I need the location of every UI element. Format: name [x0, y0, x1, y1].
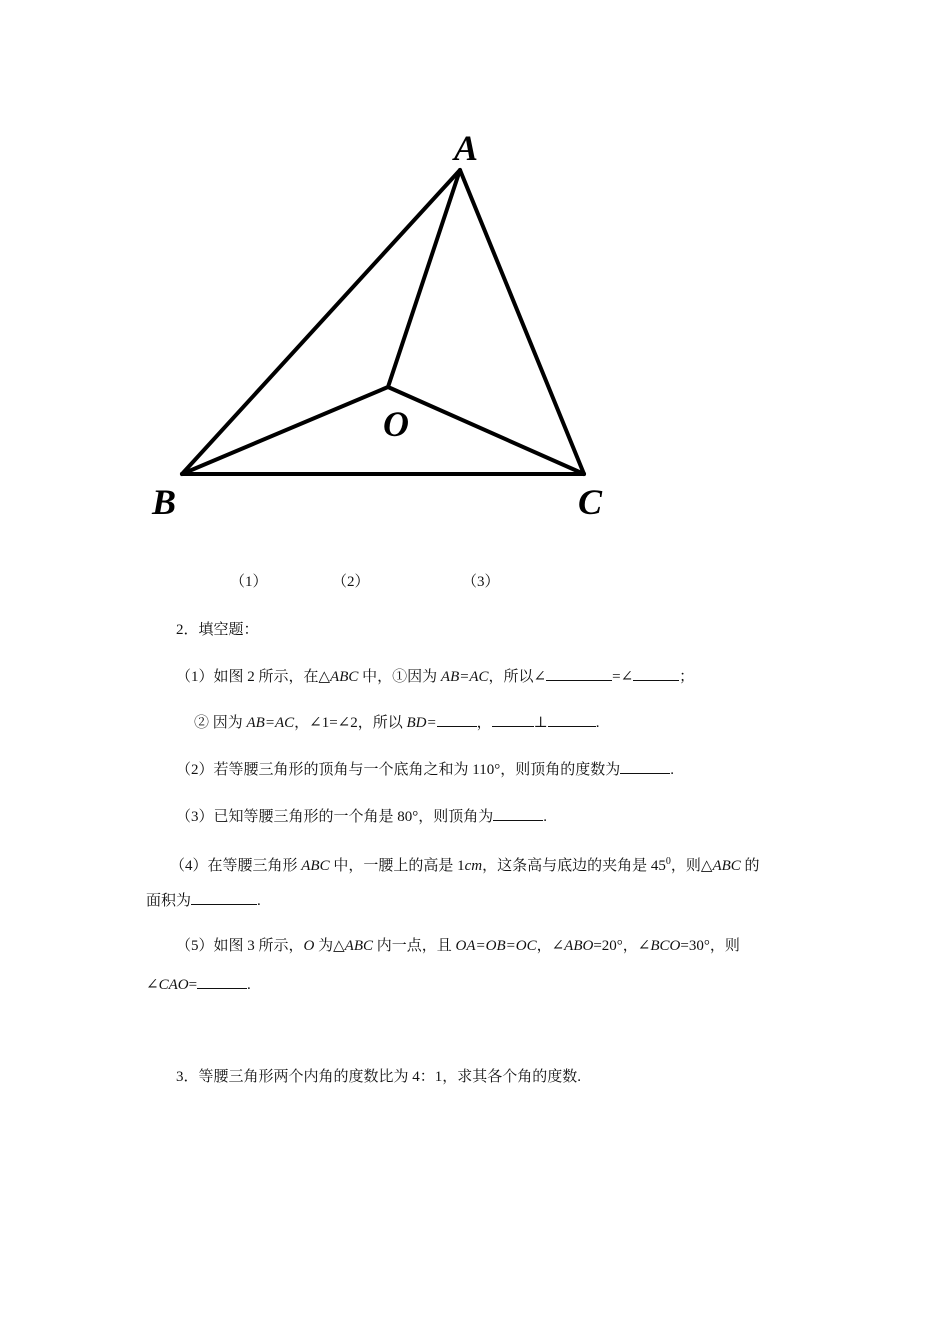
q5-line2-end: .	[247, 977, 251, 993]
q1-blank-angle2[interactable]	[633, 666, 679, 681]
q5-abc: ABC	[344, 938, 373, 954]
q5-cao: CAO	[158, 977, 189, 993]
caption-2: （2）	[332, 574, 370, 590]
q1b-blank-perp-left[interactable]	[492, 712, 534, 727]
q5-mid: 为△	[314, 938, 345, 954]
q5-bco: BCO	[650, 938, 681, 954]
section2-heading	[176, 620, 259, 640]
segment-AB	[182, 170, 460, 474]
q1b-blank-bd[interactable]	[437, 712, 477, 727]
q1-ab-eq-ac: AB=AC	[440, 669, 489, 685]
q1-blank-angle1[interactable]	[546, 666, 612, 681]
segment-AO	[388, 170, 460, 387]
q1-prefix: （1）如图 2 所示，在△	[176, 669, 331, 685]
caption-1: （1）	[230, 574, 268, 590]
q1-line1	[176, 666, 694, 687]
q5-abo: ABO	[564, 938, 594, 954]
q5-line2	[146, 974, 251, 995]
q1-eq-angle: =∠	[612, 669, 634, 685]
q1b-mid: ，∠1=∠2，所以	[294, 715, 407, 731]
q4-sup: 0	[665, 856, 671, 867]
q4-blank[interactable]	[191, 890, 257, 905]
triangle-diagram	[140, 120, 640, 530]
q1-abc: ABC	[330, 669, 359, 685]
q4-mid2: ，这条高与底边的夹角是 45	[482, 858, 666, 874]
q3-blank[interactable]	[493, 806, 543, 821]
q5-line2-prefix: ∠	[146, 977, 159, 993]
q5-blank[interactable]	[197, 974, 247, 989]
q5-mid2: 内一点，且	[373, 938, 456, 954]
q5-mid4: =20°，∠	[593, 938, 651, 954]
q1-line2	[194, 712, 600, 733]
q2-text: （2）若等腰三角形的顶角与一个底角之和为 110°，则顶角的度数为	[176, 762, 621, 778]
q4-cm: cm	[464, 858, 483, 874]
q5-mid3: ，∠	[536, 938, 565, 954]
q1b-comma: ，	[476, 715, 492, 731]
q2-line	[176, 759, 674, 780]
q4-line1	[170, 852, 760, 876]
label-A: A	[454, 128, 479, 168]
q4-abc2: ABC	[712, 858, 741, 874]
q5-oa: OA=OB=OC	[455, 938, 537, 954]
q5-o: O	[303, 938, 315, 954]
triangle-figure	[140, 120, 640, 530]
section3-text: 3．等腰三角形两个内角的度数比为 4：1，求其各个角的度数.	[176, 1069, 582, 1085]
q4-abc: ABC	[301, 858, 330, 874]
q5-line1	[176, 936, 740, 956]
q1-end: ；	[679, 669, 695, 685]
q4-end: 的	[740, 858, 760, 874]
q2-blank[interactable]	[620, 759, 670, 774]
q3-end: .	[543, 809, 548, 825]
section3-line	[176, 1067, 581, 1087]
q5-prefix: （5）如图 3 所示，	[176, 938, 304, 954]
q1b-end: .	[595, 715, 600, 731]
q5-line2-eq: =	[188, 977, 198, 993]
q1b-bd: BD=	[406, 715, 437, 731]
q1b-perp: ⊥	[533, 715, 548, 731]
q4-mid3: ，则△	[670, 858, 713, 874]
q1b-blank-perp-right[interactable]	[548, 712, 596, 727]
q5-mid5: =30°，则	[680, 938, 740, 954]
q1-tail1: ，所以∠	[488, 669, 547, 685]
q2-end: .	[670, 762, 674, 778]
q4-prefix: （4）在等腰三角形	[170, 858, 302, 874]
q1b-prefix: ② 因为	[194, 715, 247, 731]
caption-3: （3）	[462, 574, 500, 590]
label-C: C	[578, 482, 603, 522]
q4-line2-text: 面积为	[146, 893, 192, 909]
q1b-ab-eq-ac: AB=AC	[246, 715, 295, 731]
q4-line2	[146, 890, 261, 911]
q1-mid: 中，①因为	[358, 669, 441, 685]
label-B: B	[152, 482, 177, 522]
section2-heading-text: 2．填空题：	[176, 622, 259, 638]
q4-line2-end: .	[257, 893, 261, 909]
q4-mid: 中，一腰上的高是 1	[329, 858, 465, 874]
q3-line	[176, 806, 547, 827]
label-O: O	[383, 404, 409, 444]
segment-BO	[182, 387, 388, 474]
q3-text: （3）已知等腰三角形的一个角是 80°，则顶角为	[176, 809, 494, 825]
figure-captions	[0, 570, 950, 594]
